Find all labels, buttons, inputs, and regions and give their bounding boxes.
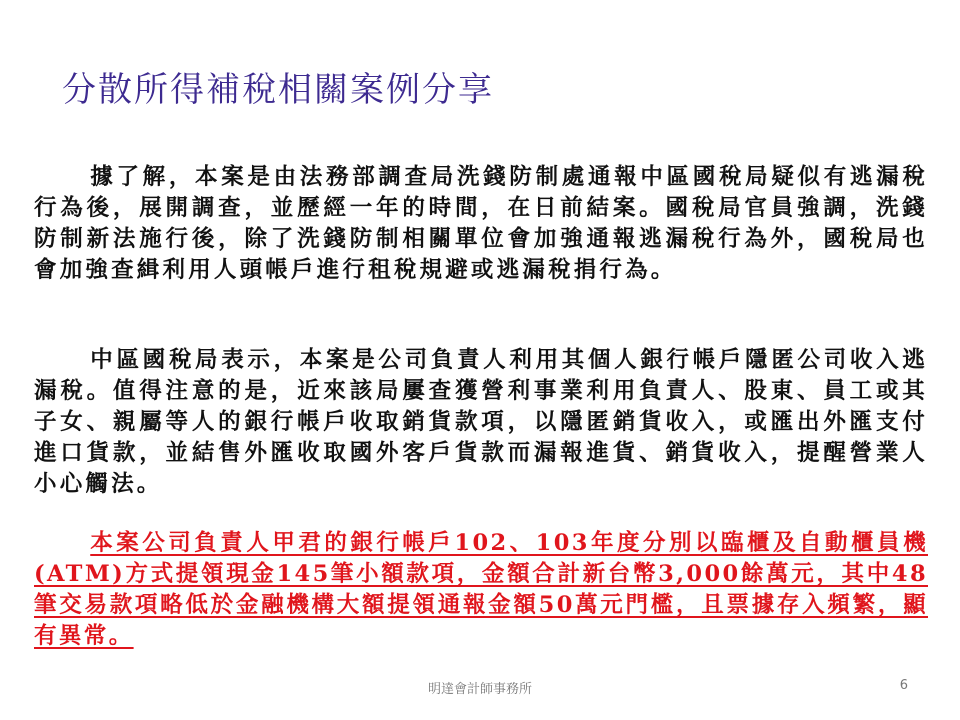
paragraph-bureau-statement: 中區國稅局表示，本案是公司負責人利用其個人銀行帳戶隱匿公司收入逃漏稅。值得注意的是，近來該局屢查獲營利事業利用負責人、股東、員工或其子女、親屬等人的銀行帳戶收取銷貨款項，以隱匿銷貨收入，或匯出外匯支付進口貨款，並結售外匯收取國外客戶貨款而漏報進貨、銷貨收入，提醒營業人小心觸法。 xyxy=(34,347,928,497)
paragraph-case-highlight: 本案公司負責人甲君的銀行帳戶102、103年度分別以臨櫃及自動櫃員機 (ATM)方式提領現金145筆小額款項，金額合計新台幣3,000餘萬元，其中48筆交易款項略低於金融機構大額提領通報金額50萬元門檻，且票據存入頻繁，顯有異常。 xyxy=(34,530,928,649)
page-number: 6 xyxy=(899,678,908,693)
footer-organization: 明達會計師事務所 xyxy=(427,682,532,697)
slide-title: 分散所得補稅相關案例分享 xyxy=(62,70,494,110)
paragraph-investigation: 據了解，本案是由法務部調查局洗錢防制處通報中區國稅局疑似有逃漏稅行為後，展開調查，並歷經一年的時間，在日前結案。國稅局官員強調，洗錢防制新法施行後，除了洗錢防制相關單位會加強通報逃漏稅行為外，國稅局也會加強查緝利用人頭帳戶進行租稅規避或逃漏稅捐行為。 xyxy=(34,164,928,283)
